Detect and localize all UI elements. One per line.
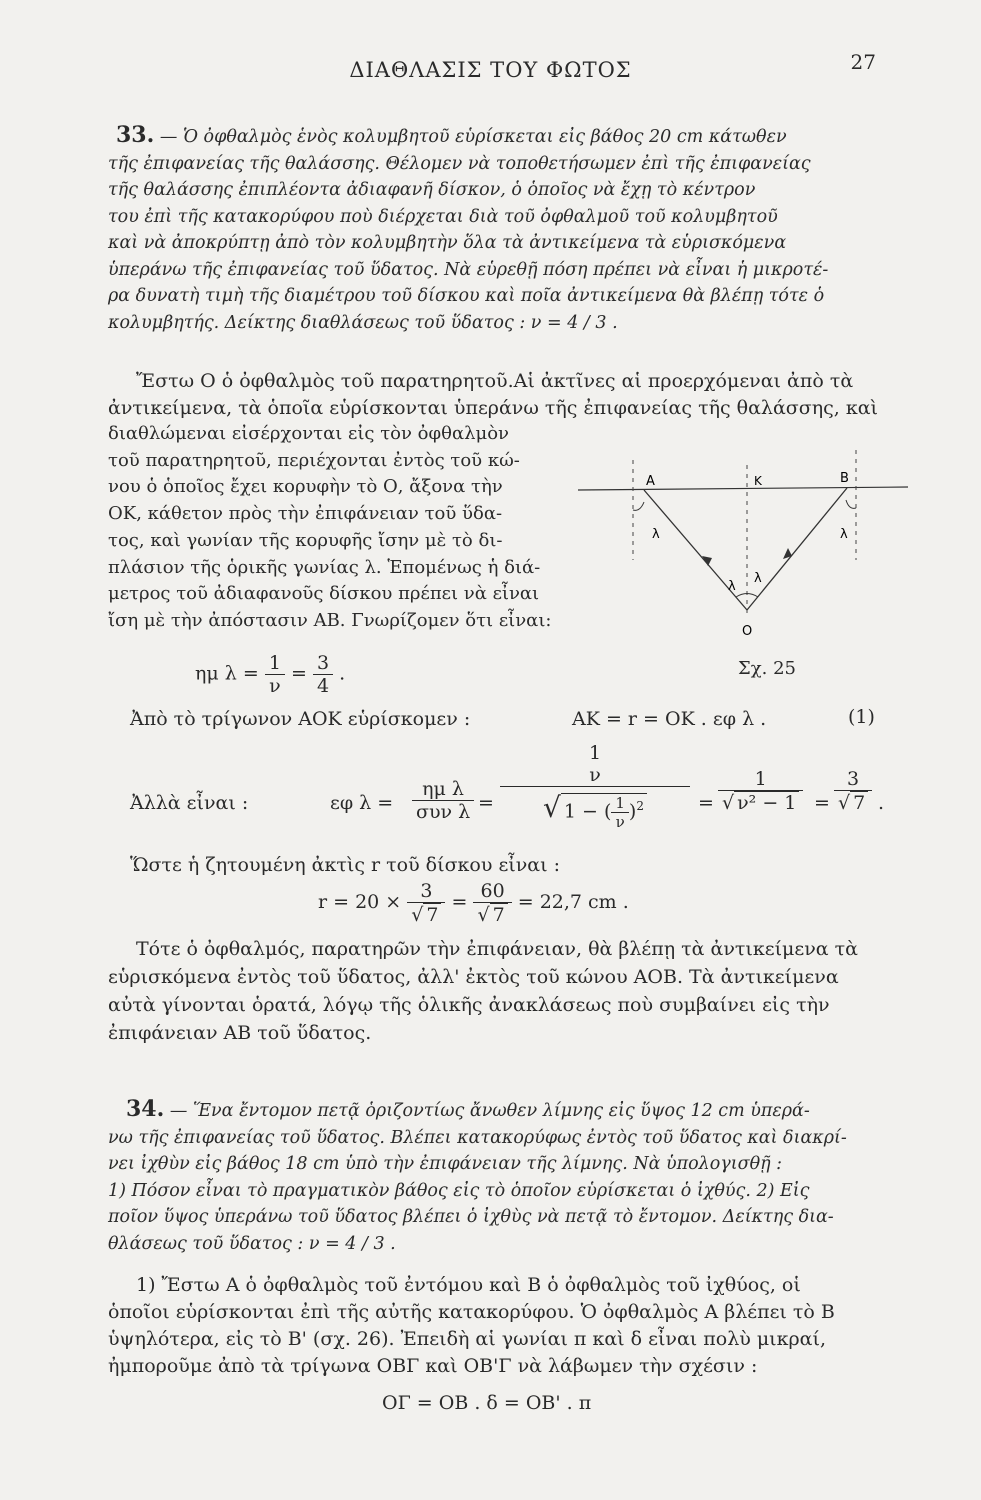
solution-narrow-column (108, 421, 578, 635)
statement-line: Ἕνα ἔντομον πετᾷ ὁριζοντίως ἄνωθεν λίμνης εἰς ὕψος 12 cm ὑπερά- (192, 1101, 810, 1121)
eq3-big-fraction (500, 742, 690, 831)
statement-line: νω τῆς ἐπιφανείας τοῦ ὕδατος. Βλέπει κατακορύφως ἐντὸς τοῦ ὕδατος καὶ διακρί- (108, 1127, 847, 1148)
eq1-lhs: ημ λ = (195, 662, 259, 685)
eq3-f4-denominator: √ 7 (834, 791, 872, 814)
problem-33-dash: — (159, 127, 183, 147)
statement-line: τῆς θαλάσσης ἐπιπλέοντα ἀδιαφανῆ δίσκον, ὁ ὁποῖος νὰ ἔχῃ τὸ κέντρον (108, 180, 756, 200)
eq1-fraction-2 (313, 652, 333, 697)
eq4-f1-numerator: 3 (407, 880, 445, 903)
page-number: 27 (850, 50, 876, 74)
statement-line: ποῖον ὕψος ὑπεράνω τοῦ ὕδατος βλέπει ὁ ἰχθὺς νὰ πετᾷ τὸ ἔντομον. Δείκτης δια- (108, 1207, 834, 1227)
label-k: K (754, 474, 762, 488)
conclusion-line: εὑρισκόμενα ἐντὸς τοῦ ὕδατος, ἀλλ' ἐκτὸς τοῦ κώνου ΑΟΒ. Τὰ ἀντικείμενα (108, 966, 839, 988)
sqrt-pre: 1 − ( (563, 800, 612, 822)
eq4-f1-denominator: √ 7 (407, 903, 445, 926)
label-lambda-b: λ (840, 527, 848, 542)
sqrt-post: ) (628, 800, 637, 822)
running-title: ΔΙΑΘΛΑΣΙΣ ΤΟΥ ΦΩΤΟΣ (349, 58, 632, 82)
equation-label-1: (1) (848, 706, 875, 728)
solution-line: 1) Ἔστω Α ὁ ὀφθαλμὸς τοῦ ἐντόμου καὶ Β ὁ ὀφθαλμὸς τοῦ ἰχθύος, οἱ (136, 1274, 801, 1296)
statement-line: κολυμβητής. Δείκτης διαθλάσεως τοῦ ὕδατος : ν = 4 / 3 . (108, 312, 618, 333)
solution-line: νου ὁ ὁποῖος ἔχει κορυφὴν τὸ Ο, ἄξονα τὴν (108, 476, 503, 498)
eq4-lhs: r = 20 × (318, 891, 402, 913)
statement-line: 1) Πόσον εἶναι τὸ πραγματικὸν βάθος εἰς τὸ ὁποῖον εὑρίσκεται ὁ ἰχθύς. 2) Εἰς (108, 1180, 810, 1201)
figure-25-diagram (578, 440, 908, 680)
statement-line: καὶ νὰ ἀποκρύπτῃ ἀπὸ τὸν κολυμβητὴν ὅλα τὰ ἀντικείμενα τὰ εὑρισκόμενα (108, 233, 787, 253)
statement-line: νει ἰχθὺν εἰς βάθος 18 cm ὑπὸ τὴν ἐπιφάνειαν τῆς λίμνης. Νὰ ὑπολογισθῇ : (108, 1154, 783, 1174)
equation-sin-lambda (195, 652, 345, 697)
alla-sentence: Ἀλλὰ εἶναι : (130, 792, 249, 814)
eq4-fraction-1 (407, 880, 445, 926)
eq3-fraction-final (834, 768, 872, 814)
problem-34-statement (108, 1096, 908, 1257)
eq3-big-num: 1 (588, 742, 602, 764)
angle-arc-a (633, 502, 644, 510)
label-lambda-a: λ (652, 527, 660, 542)
problem-34-number: 34. (126, 1096, 165, 1122)
solution-line: ὑψηλότερα, εἰς τὸ Β' (σχ. 26). Ἐπειδὴ αἱ γωνίαι π καὶ δ εἶναι πολὺ μικραί, (108, 1328, 827, 1350)
solution-line: ὁποῖοι εὑρίσκονται ἐπὶ τῆς αὐτῆς κατακορύφου. Ὁ ὀφθαλμὸς Α βλέπει τὸ Β (108, 1301, 835, 1323)
hoste-sentence: Ὥστε ἡ ζητουμένη ἀκτὶς r τοῦ δίσκου εἶναι : (130, 854, 561, 876)
eq3-equals-3: = (814, 792, 830, 814)
problem-33-conclusion (108, 935, 908, 1047)
eq4-f1-radicand: 7 (423, 903, 441, 926)
statement-line: τῆς ἐπιφανείας τῆς θαλάσσης. Θέλομεν νὰ τοποθετήσωμεν ἐπὶ τῆς ἐπιφανείας (108, 153, 811, 174)
triangle-sentence: Ἀπὸ τὸ τρίγωνον ΑΟΚ εὑρίσκομεν : (130, 708, 471, 730)
sqrt-power: 2 (636, 798, 644, 813)
eq3-f3-radicand: ν² − 1 (734, 791, 799, 814)
solution-line: πλάσιον τῆς ὁρικῆς γωνίας λ. Ἑπομένως ἡ διά- (108, 556, 541, 578)
eq3-big-num-den: ν (500, 764, 690, 787)
eq1-f2-numerator: 3 (313, 652, 333, 675)
eq1-f1-denominator: ν (269, 675, 281, 697)
eq4-f2-numerator: 60 (473, 880, 511, 903)
statement-line: Ὁ ὀφθαλμὸς ἑνὸς κολυμβητοῦ εὑρίσκεται εἰς βάθος 20 cm κάτωθεν (182, 127, 787, 147)
eq1-fraction-1 (265, 652, 285, 697)
eq1-equals: = (290, 662, 307, 685)
equation-og: ΟΓ = ΟΒ . δ = ΟΒ' . π (382, 1392, 592, 1414)
eq3-fraction-nu (718, 768, 803, 814)
solution-line: ἀντικείμενα, τὰ ὁποῖα εὑρίσκονται ὑπεράνω τῆς ἐπιφανείας τῆς θαλάσσης, καὶ (108, 396, 878, 419)
eq3-lhs: εφ λ = (330, 792, 394, 814)
page-header (0, 50, 981, 86)
eq3-fraction-sin-cos (412, 778, 474, 823)
eq1-f1-numerator: 1 (265, 652, 285, 675)
eq4-rhs: = 22,7 cm . (517, 891, 629, 913)
eq3-equals-1: = (478, 792, 494, 814)
statement-line: ὑπεράνω τῆς ἐπιφανείας τοῦ ὕδατος. Νὰ εὑρεθῇ πόση πρέπει νὰ εἶναι ἡ μικροτέ- (108, 259, 829, 280)
eq4-equals: = (451, 891, 468, 913)
solution-line: τοῦ παρατηρητοῦ, περιέχονται ἐντὸς τοῦ κώ- (108, 449, 520, 471)
eq3-f4-radicand: 7 (850, 791, 868, 814)
eq4-fraction-2 (473, 880, 511, 926)
eq1-f2-denominator: 4 (316, 675, 330, 697)
statement-line: ρα δυνατὴ τιμὴ τῆς διαμέτρου τοῦ δίσκου καὶ ποῖα ἀντικείμενα θὰ βλέπῃ τότε ὁ (108, 286, 825, 306)
problem-33-statement (108, 122, 908, 336)
sqrt-num: 1 (611, 794, 629, 813)
equation-ak: ΑΚ = r = ΟΚ . εφ λ . (572, 708, 767, 730)
eq3-sqrt-denominator: √ 1 − ( $\frac{1}{\nu}$ )$^2$ (500, 791, 690, 831)
eq3-f4-numerator: 3 (834, 768, 872, 791)
problem-33-number: 33. (116, 122, 155, 148)
equation-radius (318, 880, 629, 926)
eq3-equals-2: = (698, 792, 714, 814)
conclusion-line: ἐπιφάνειαν ΑΒ τοῦ ὕδατος. (108, 1022, 372, 1044)
solution-line: Ἔστω Ο ὁ ὀφθαλμὸς τοῦ παρατηρητοῦ.Αἱ ἀκτῖνες αἱ προερχόμεναι ἀπὸ τὰ (136, 370, 854, 392)
sqrt-den: ν (615, 812, 625, 831)
eq1-end: . (339, 662, 346, 685)
eq3-f1-denominator: συν λ (416, 801, 471, 823)
arrow-head-left (702, 556, 712, 566)
statement-line: θλάσεως τοῦ ὕδατος : ν = 4 / 3 . (108, 1233, 396, 1254)
conclusion-line: Τότε ὁ ὀφθαλμός, παρατηρῶν τὴν ἐπιφάνειαν, θὰ βλέπῃ τὰ ἀντικείμενα τὰ (136, 938, 858, 960)
problem-34-dash: — (169, 1101, 193, 1121)
eq3-end: . (878, 792, 885, 814)
statement-line: του ἐπὶ τῆς κατακορύφου ποὺ διέρχεται διὰ τοῦ ὀφθαλμοῦ τοῦ κολυμβητοῦ (108, 206, 778, 227)
solution-line: ἠμποροῦμε ἀπὸ τὰ τρίγωνα ΟΒΓ καὶ ΟΒ'Γ νὰ λάβωμεν τὴν σχέσιν : (108, 1355, 758, 1377)
solution-line: διαθλώμεναι εἰσέρχονται εἰς τὸν ὀφθαλμὸν (108, 423, 509, 444)
problem-34-solution (108, 1272, 908, 1380)
eq3-f3-numerator: 1 (718, 768, 803, 791)
label-lambda-right: λ (754, 571, 762, 586)
label-lambda-left: λ (728, 579, 736, 594)
solution-line: τος, καὶ γωνίαν τῆς κορυφῆς ἴσην μὲ τὸ δι- (108, 529, 503, 551)
eq3-f3-denominator: √ ν² − 1 (718, 791, 803, 814)
ray-bo (747, 488, 847, 610)
solution-line: μετρος τοῦ ἀδιαφανοῦς δίσκου πρέπει νὰ εἶναι (108, 583, 540, 605)
conclusion-line: αὐτὰ γίνονται ὁρατά, λόγῳ τῆς ὁλικῆς ἀνακλάσεως ποὺ συμβαίνει εἰς τὴν (108, 994, 830, 1016)
figure-25-caption: Σχ. 25 (738, 658, 796, 679)
problem-33-solution (108, 368, 908, 421)
eq4-f2-denominator: √ 7 (473, 903, 511, 926)
solution-line: ΟΚ, κάθετον πρὸς τὴν ἐπιφάνειαν τοῦ ὕδα- (108, 503, 503, 525)
label-b: B (840, 471, 849, 486)
angle-arc-b (846, 500, 856, 508)
label-o: O (742, 624, 753, 639)
label-a: A (646, 474, 655, 489)
eq4-f2-radicand: 7 (490, 903, 508, 926)
water-surface-line (578, 487, 908, 490)
solution-line: ἴση μὲ τὴν ἀπόστασιν ΑΒ. Γνωρίζομεν ὅτι εἶναι: (108, 609, 552, 631)
eq3-f1-numerator: ημ λ (412, 778, 474, 801)
